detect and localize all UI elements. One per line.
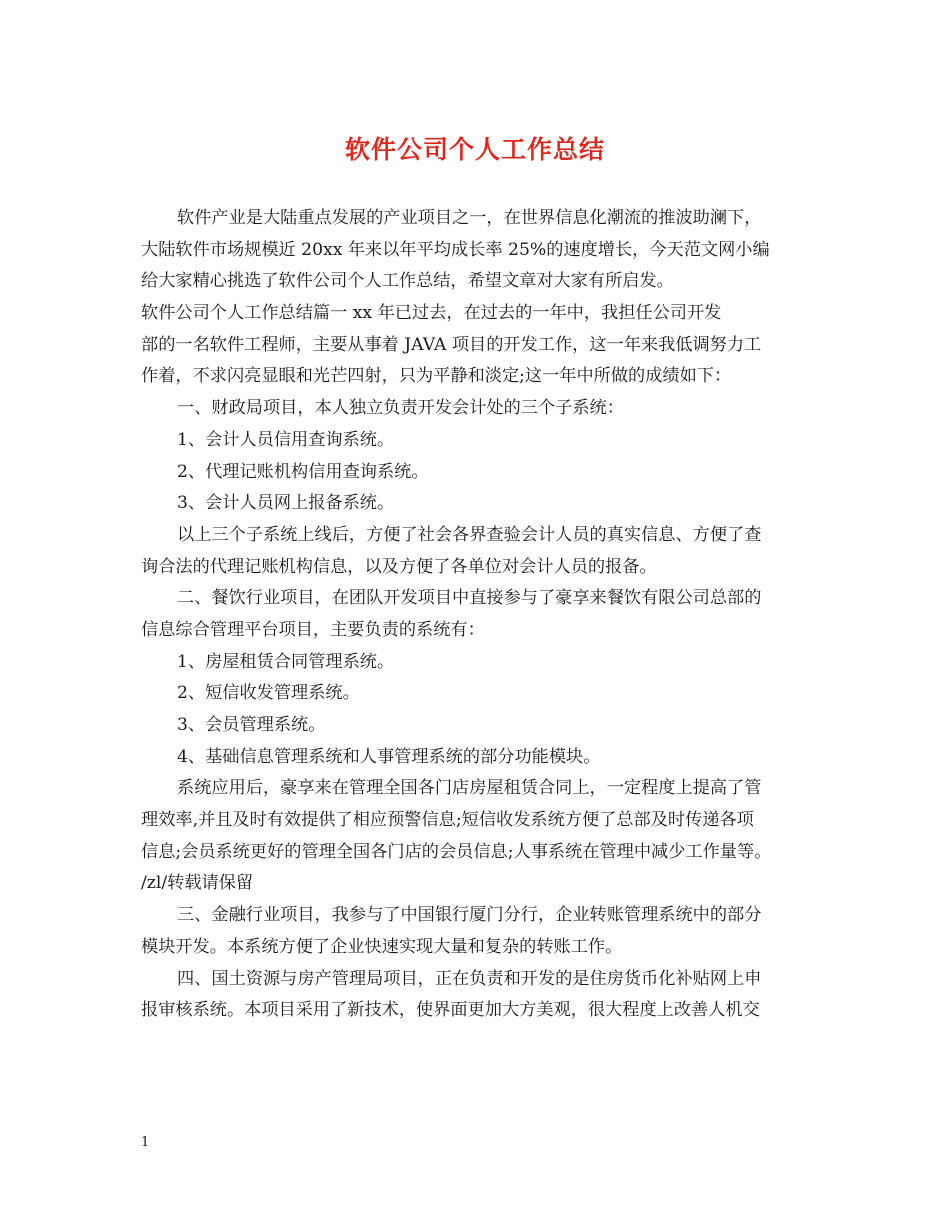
text-line: 软件产业是大陆重点发展的产业项目之一，在世界信息化潮流的推波助澜下， — [177, 208, 762, 228]
text-line: 理效率,并且及时有效提供了相应预警信息;短信收发系统方便了总部及时传递各项 — [141, 810, 754, 831]
text-line: 3、会计人员网上报备系统。 — [177, 493, 395, 514]
text-line: 4、基础信息管理系统和人事管理系统的部分功能模块。 — [177, 746, 601, 767]
text-line: 2、代理记账机构信用查询系统。 — [177, 461, 429, 482]
text-line: 给大家精心挑选了软件公司个人工作总结，希望文章对大家有所启发。 — [141, 271, 674, 292]
document-title: 软件公司个人工作总结 — [344, 135, 605, 164]
text-line: 信息综合管理平台项目，主要负责的系统有： — [141, 619, 485, 640]
text-line: 询合法的代理记账机构信息，以及方便了各单位对会计人员的报备。 — [141, 556, 657, 577]
text-line: 二、餐饮行业项目，在团队开发项目中直接参与了豪享来餐饮有限公司总部的 — [177, 588, 762, 609]
text-line: 1、房屋租赁合同管理系统。 — [177, 651, 395, 672]
text-line: 以上三个子系统上线后，方便了社会各界查验会计人员的真实信息、方便了查 — [177, 524, 762, 545]
text-line: /zl/转载请保留 — [141, 873, 254, 894]
text-line: 信息;会员系统更好的管理全国各门店的会员信息;人事系统在管理中减少工作量等。 — [141, 841, 772, 862]
text-line: 部的一名软件工程师，主要从事着 JAVA 项目的开发工作，这一年来我低调努力工 — [141, 334, 762, 355]
text-line: 报审核系统。本项目采用了新技术，使界面更加大方美观，很大程度上改善人机交 — [141, 1000, 760, 1021]
text-line: 系统应用后，豪享来在管理全国各门店房屋租赁合同上，一定程度上提高了管 — [177, 778, 762, 799]
page-number: 1 — [141, 1135, 150, 1150]
document-body — [141, 203, 817, 1027]
text-line: 大陆软件市场规模近 20xx 年来以年平均成长率 25%的速度增长，今天范文网小编 — [141, 239, 770, 260]
text-line: 3、会员管理系统。 — [177, 715, 326, 735]
text-line: 模块开发。本系统方便了企业快速实现大量和复杂的转账工作。 — [141, 936, 623, 957]
text-line: 三、金融行业项目，我参与了中国银行厦门分行，企业转账管理系统中的部分 — [177, 905, 762, 926]
text-line: 作着，不求闪亮显眼和光芒四射，只为平静和淡定;这一年中所做的成绩如下： — [141, 366, 732, 387]
text-line: 一、财政局项目，本人独立负责开发会计处的三个子系统： — [177, 398, 624, 419]
text-line: 2、短信收发管理系统。 — [177, 683, 360, 704]
text-line: 1、会计人员信用查询系统。 — [177, 429, 395, 450]
text-line: 软件公司个人工作总结篇一 xx 年已过去，在过去的一年中，我担任公司开发 — [141, 303, 722, 324]
text-line: 四、国土资源与房产管理局项目，正在负责和开发的是住房货币化补贴网上申 — [177, 968, 762, 989]
